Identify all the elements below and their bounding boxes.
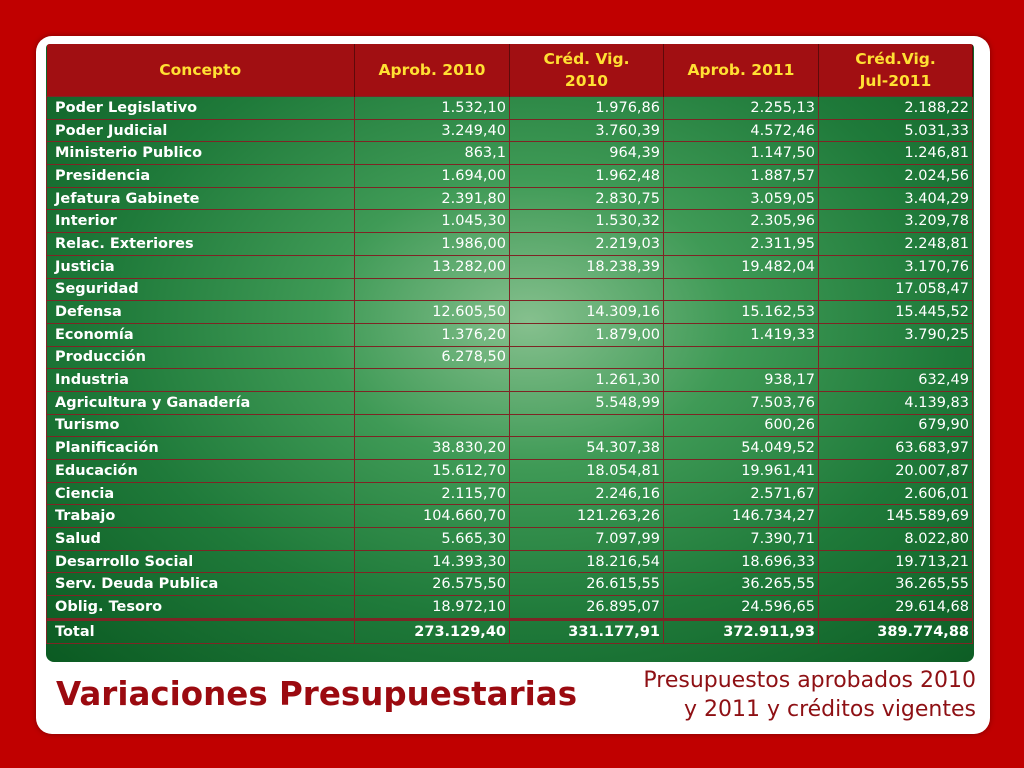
- table-cell-value: 18.054,81: [510, 460, 664, 483]
- table-cell-concept: Industria: [47, 369, 355, 392]
- table-cell-concept: Planificación: [47, 437, 355, 460]
- table-cell-concept: Producción: [47, 346, 355, 369]
- table-cell-value: 1.376,20: [355, 323, 510, 346]
- table-cell-value: 26.895,07: [510, 596, 664, 620]
- table-cell-value: [664, 278, 819, 301]
- table-cell-value: 38.830,20: [355, 437, 510, 460]
- subtitle-line-1: Presupuestos aprobados 2010: [643, 668, 976, 693]
- table-cell-value: 2.606,01: [819, 482, 973, 505]
- table-cell-concept: Presidencia: [47, 165, 355, 188]
- table-cell-value: 2.391,80: [355, 187, 510, 210]
- table-cell-value: 2.246,16: [510, 482, 664, 505]
- table-cell-value: [355, 278, 510, 301]
- table-cell-value: 15.612,70: [355, 460, 510, 483]
- table-total-row: [47, 619, 973, 643]
- header-aprob-2011: Aprob. 2011: [664, 44, 819, 97]
- table-row: [47, 119, 973, 142]
- table-cell-value: 146.734,27: [664, 505, 819, 528]
- table-row: [47, 142, 973, 165]
- table-cell-value: [510, 414, 664, 437]
- subtitle-line-2: y 2011 y créditos vigentes: [683, 697, 976, 722]
- table-cell-value: 15.162,53: [664, 301, 819, 324]
- table-row: [47, 414, 973, 437]
- header-concepto: Concepto: [47, 44, 355, 97]
- table-cell-value: 1.962,48: [510, 165, 664, 188]
- table-cell-value: [355, 391, 510, 414]
- table-cell-value: 15.445,52: [819, 301, 973, 324]
- table-row: [47, 278, 973, 301]
- table-cell-value: 1.045,30: [355, 210, 510, 233]
- page-title: Variaciones Presupuestarias: [56, 675, 578, 713]
- table-cell-value: 1.246,81: [819, 142, 973, 165]
- table-cell-value: 18.972,10: [355, 596, 510, 620]
- header-aprob-2010: Aprob. 2010: [355, 44, 510, 97]
- table-row: [47, 346, 973, 369]
- table-cell-value: 26.575,50: [355, 573, 510, 596]
- table-cell-value: 1.986,00: [355, 233, 510, 256]
- budget-table-panel: [46, 44, 974, 662]
- page-subtitle: [643, 666, 976, 724]
- table-cell-value: 2.311,95: [664, 233, 819, 256]
- table-row: [47, 482, 973, 505]
- table-cell-concept: Jefatura Gabinete: [47, 187, 355, 210]
- table-cell-value: 26.615,55: [510, 573, 664, 596]
- table-cell-concept: Poder Judicial: [47, 119, 355, 142]
- table-cell-value: 121.263,26: [510, 505, 664, 528]
- table-cell-value: 7.097,99: [510, 528, 664, 551]
- table-cell-value: 3.790,25: [819, 323, 973, 346]
- table-row: [47, 187, 973, 210]
- table-cell-value: 14.309,16: [510, 301, 664, 324]
- table-cell-value: 18.696,33: [664, 550, 819, 573]
- table-cell-value: 632,49: [819, 369, 973, 392]
- table-cell-value: 3.059,05: [664, 187, 819, 210]
- table-cell-value: 4.139,83: [819, 391, 973, 414]
- table-cell-concept: Justicia: [47, 255, 355, 278]
- table-cell-value: 19.961,41: [664, 460, 819, 483]
- table-cell-value: 2.571,67: [664, 482, 819, 505]
- table-cell-value: 3.249,40: [355, 119, 510, 142]
- table-cell-value: 2.024,56: [819, 165, 973, 188]
- table-cell-value: [819, 346, 973, 369]
- table-cell-value: 19.482,04: [664, 255, 819, 278]
- table-cell-value: 964,39: [510, 142, 664, 165]
- table-cell-value: 18.216,54: [510, 550, 664, 573]
- table-row: [47, 255, 973, 278]
- table-cell-value: 4.572,46: [664, 119, 819, 142]
- table-cell-value: 54.307,38: [510, 437, 664, 460]
- table-cell-value: 5.548,99: [510, 391, 664, 414]
- table-cell-concept: Serv. Deuda Publica: [47, 573, 355, 596]
- table-row: [47, 97, 973, 120]
- table-cell-value: 3.404,29: [819, 187, 973, 210]
- table-row: [47, 550, 973, 573]
- table-cell-value: 3.170,76: [819, 255, 973, 278]
- table-cell-value: 600,26: [664, 414, 819, 437]
- table-cell-value: 2.248,81: [819, 233, 973, 256]
- table-cell-value: 1.261,30: [510, 369, 664, 392]
- table-cell-value: 7.503,76: [664, 391, 819, 414]
- header-cred-vig-2011-line1: Créd.Vig.: [855, 50, 936, 68]
- table-cell-value: 1.419,33: [664, 323, 819, 346]
- table-row: [47, 369, 973, 392]
- table-cell-value: 863,1: [355, 142, 510, 165]
- table-cell-value: [355, 369, 510, 392]
- table-cell-value: 1.879,00: [510, 323, 664, 346]
- table-cell-value: [664, 346, 819, 369]
- table-cell-value: 372.911,93: [664, 619, 819, 643]
- table-cell-value: 17.058,47: [819, 278, 973, 301]
- table-cell-concept: Defensa: [47, 301, 355, 324]
- table-cell-value: 2.115,70: [355, 482, 510, 505]
- header-cred-vig-2011-line2: Jul-2011: [859, 72, 932, 90]
- table-cell-value: 36.265,55: [819, 573, 973, 596]
- table-cell-value: 20.007,87: [819, 460, 973, 483]
- table-cell-concept: Educación: [47, 460, 355, 483]
- table-cell-value: 938,17: [664, 369, 819, 392]
- table-cell-value: 54.049,52: [664, 437, 819, 460]
- table-cell-concept: Ministerio Publico: [47, 142, 355, 165]
- table-cell-concept: Turismo: [47, 414, 355, 437]
- table-cell-concept: Desarrollo Social: [47, 550, 355, 573]
- table-cell-concept: Agricultura y Ganadería: [47, 391, 355, 414]
- table-cell-value: 2.219,03: [510, 233, 664, 256]
- table-row: [47, 323, 973, 346]
- table-cell-value: 1.694,00: [355, 165, 510, 188]
- table-cell-value: 2.830,75: [510, 187, 664, 210]
- budget-table: [46, 44, 973, 644]
- table-cell-value: 273.129,40: [355, 619, 510, 643]
- table-cell-value: 2.255,13: [664, 97, 819, 120]
- header-cred-vig-2010-line1: Créd. Vig.: [543, 50, 630, 68]
- table-cell-value: 2.305,96: [664, 210, 819, 233]
- header-cred-vig-2010-line2: 2010: [564, 72, 609, 90]
- table-row: [47, 233, 973, 256]
- table-cell-value: [355, 414, 510, 437]
- table-cell-value: 14.393,30: [355, 550, 510, 573]
- table-cell-concept: Trabajo: [47, 505, 355, 528]
- table-row: [47, 210, 973, 233]
- table-cell-concept: Salud: [47, 528, 355, 551]
- table-cell-value: 3.760,39: [510, 119, 664, 142]
- table-row: [47, 596, 973, 620]
- table-row: [47, 528, 973, 551]
- table-cell-value: 3.209,78: [819, 210, 973, 233]
- table-cell-value: 1.532,10: [355, 97, 510, 120]
- table-row: [47, 505, 973, 528]
- table-cell-value: 331.177,91: [510, 619, 664, 643]
- table-cell-value: 19.713,21: [819, 550, 973, 573]
- table-header-row: [47, 44, 973, 97]
- table-cell-concept: Seguridad: [47, 278, 355, 301]
- table-cell-value: 1.976,86: [510, 97, 664, 120]
- table-cell-concept: Poder Legislativo: [47, 97, 355, 120]
- table-cell-concept: Oblig. Tesoro: [47, 596, 355, 620]
- table-cell-value: 1.147,50: [664, 142, 819, 165]
- table-row: [47, 301, 973, 324]
- table-cell-value: 5.665,30: [355, 528, 510, 551]
- table-cell-value: 5.031,33: [819, 119, 973, 142]
- table-cell-concept: Relac. Exteriores: [47, 233, 355, 256]
- table-cell-value: 6.278,50: [355, 346, 510, 369]
- table-cell-value: 389.774,88: [819, 619, 973, 643]
- table-cell-value: 36.265,55: [664, 573, 819, 596]
- table-cell-concept: Total: [47, 619, 355, 643]
- table-cell-value: [510, 278, 664, 301]
- table-row: [47, 460, 973, 483]
- table-cell-value: 7.390,71: [664, 528, 819, 551]
- table-cell-value: 13.282,00: [355, 255, 510, 278]
- table-cell-value: 1.887,57: [664, 165, 819, 188]
- table-cell-value: 1.530,32: [510, 210, 664, 233]
- table-cell-value: 8.022,80: [819, 528, 973, 551]
- table-cell-value: 63.683,97: [819, 437, 973, 460]
- table-cell-value: [510, 346, 664, 369]
- table-cell-value: 104.660,70: [355, 505, 510, 528]
- table-body: [47, 97, 973, 644]
- table-cell-concept: Economía: [47, 323, 355, 346]
- table-cell-concept: Ciencia: [47, 482, 355, 505]
- table-cell-concept: Interior: [47, 210, 355, 233]
- table-row: [47, 165, 973, 188]
- table-row: [47, 437, 973, 460]
- header-cred-vig-2010: [510, 44, 664, 97]
- table-cell-value: 24.596,65: [664, 596, 819, 620]
- table-row: [47, 573, 973, 596]
- table-cell-value: 679,90: [819, 414, 973, 437]
- table-row: [47, 391, 973, 414]
- table-cell-value: 12.605,50: [355, 301, 510, 324]
- table-cell-value: 2.188,22: [819, 97, 973, 120]
- header-cred-vig-jul-2011: [819, 44, 973, 97]
- table-cell-value: 18.238,39: [510, 255, 664, 278]
- table-cell-value: 29.614,68: [819, 596, 973, 620]
- table-cell-value: 145.589,69: [819, 505, 973, 528]
